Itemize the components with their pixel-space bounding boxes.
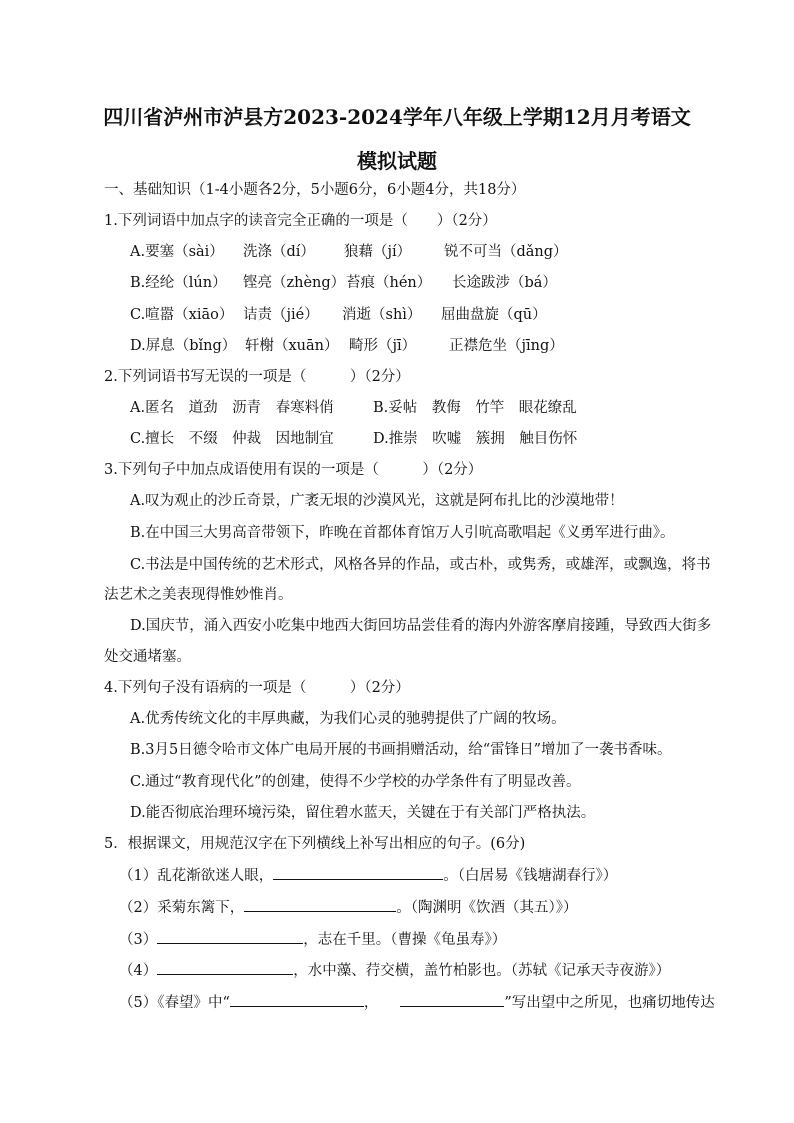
q4-option-d: D.能否彻底治理环境污染，留住碧水蓝天，关键在于有关部门严格执法。 — [130, 805, 596, 821]
q3-option-a: A.叹为观止的沙丘奇景，广袤无垠的沙漠风光，这就是阿布扎比的沙漠地带！ — [130, 493, 624, 509]
q5-item-5 — [119, 992, 715, 1013]
q1-option-a-word1: A.要塞（sài） — [130, 244, 224, 260]
exam-subtitle: 模拟试题 — [357, 149, 437, 173]
exam-title: 四川省泸州市泸县方2023-2024学年八年级上学期12月月考语文 — [103, 105, 691, 129]
q5-item-4-suffix: ，水中藻、荇交横，盖竹柏影也。（苏轼《记承天寺夜游》） — [293, 963, 671, 979]
answer-blank[interactable] — [157, 960, 293, 975]
answer-blank[interactable] — [157, 929, 303, 944]
q5-item-3-prefix: （3） — [119, 932, 158, 948]
q3-option-b: B.在中国三大男高音带领下，昨晚在首都体育馆万人引吭高歌唱起《义勇军进行曲》。 — [130, 525, 675, 541]
q1-option-d-word2: 轩榭（xuān） — [245, 338, 339, 354]
q5-item-5-suffix: ”写出望中之所见，也痛切地传达 — [504, 995, 715, 1011]
q5-item-5-prefix: （5）《春望》中“ — [119, 995, 230, 1011]
section-heading: 一、基础知识（1-4小题各2分，5小题6分，6小题4分，共18分） — [104, 182, 526, 198]
q4-option-c: C.通过“教育现代化”的创建，使得不少学校的办学条件有了明显改善。 — [130, 774, 581, 790]
q2-stem: 2.下列词语书写无误的一项是（ ）（2分） — [104, 369, 410, 385]
q3-stem: 3.下列句子中加点成语使用有误的一项是（ ）（2分） — [104, 462, 483, 478]
q5-item-2-prefix: （2）采菊东篱下， — [119, 900, 245, 916]
q1-option-a-word4: 锐不可当（dǎng） — [444, 244, 568, 260]
q1-stem: 1.下列词语中加点字的读音完全正确的一项是（ ）（2分） — [104, 213, 497, 229]
q2-option-c: C.擅长 不缀 仲裁 因地制宜 — [130, 431, 334, 447]
answer-blank[interactable] — [400, 992, 504, 1007]
q4-option-b: B.3月5日德令哈市文体广电局开展的书画捐赠活动，给“雷锋日”增加了一袭书香味。 — [130, 742, 672, 758]
q5-item-1-suffix: 。（白居易《钱塘湖春行》） — [443, 868, 618, 884]
q4-option-a: A.优秀传统文化的丰厚典藏，为我们心灵的驰骋提供了广阔的牧场。 — [130, 711, 566, 727]
q1-option-a-word3: 狼藉（jí） — [344, 244, 412, 260]
q1-option-b-word4: 长途跋涉（bá） — [452, 275, 557, 291]
q1-option-b-word3: 苔痕（hén） — [346, 275, 432, 291]
q3-option-c-cont: 法艺术之美表现得惟妙惟肖。 — [104, 587, 293, 603]
q3-option-d: D.国庆节，涌入西安小吃集中地西大街回坊品尝佳肴的海内外游客摩肩接踵，导致西大街多 — [130, 618, 712, 634]
q3-option-d-cont: 处交通堵塞。 — [104, 649, 191, 665]
answer-blank[interactable] — [244, 897, 396, 912]
q5-item-3 — [119, 929, 506, 950]
q1-option-b-word2: 铿亮（zhèng） — [243, 275, 346, 291]
q2-option-b: B.妥帖 教侮 竹竿 眼花缭乱 — [373, 400, 577, 416]
q5-stem: 5．根据课文，用规范汉字在下列横线上补写出相应的句子。(6分) — [104, 836, 526, 852]
answer-blank[interactable] — [273, 865, 443, 880]
q3-option-c: C.书法是中国传统的艺术形式，风格各异的作品，或古朴，或隽秀，或雄浑，或飘逸，将书 — [130, 557, 711, 573]
q1-option-d-word4: 正襟危坐（jīng） — [449, 338, 564, 354]
q5-item-5-sep: ， — [363, 995, 379, 1011]
answer-blank[interactable] — [230, 992, 364, 1007]
q1-option-d-word3: 畸形（jī） — [349, 338, 417, 354]
q1-option-b-word1: B.经纶（lún） — [130, 275, 227, 291]
q2-option-d: D.推崇 吹嘘 簇拥 触目伤怀 — [373, 431, 578, 447]
q5-item-4 — [119, 960, 670, 981]
q5-item-3-suffix: ，志在千里。（曹操《龟虽寿》） — [303, 932, 507, 948]
q1-option-a-word2: 洗涤（dí） — [243, 244, 315, 260]
q1-option-d-word1: D.屏息（bǐng） — [130, 338, 237, 354]
q5-item-2-suffix: 。（陶渊明《饮酒（其五）》） — [396, 900, 578, 916]
q5-item-2 — [119, 897, 577, 918]
q2-option-a: A.匿名 道劲 沥青 春寒料俏 — [130, 400, 334, 416]
q1-option-c-word1: C.喧嚣（xiāo） — [130, 307, 234, 323]
q5-item-4-prefix: （4） — [119, 963, 158, 979]
q1-option-c-word2: 诘责（jié） — [243, 307, 319, 323]
q5-item-1 — [119, 865, 617, 886]
q4-stem: 4.下列句子没有语病的一项是（ ）（2分） — [104, 680, 410, 696]
q1-option-c-word4: 屈曲盘旋（qū） — [441, 307, 547, 323]
q1-option-c-word3: 消逝（shì） — [342, 307, 422, 323]
q5-item-1-prefix: （1）乱花渐欲迷人眼， — [119, 868, 274, 884]
